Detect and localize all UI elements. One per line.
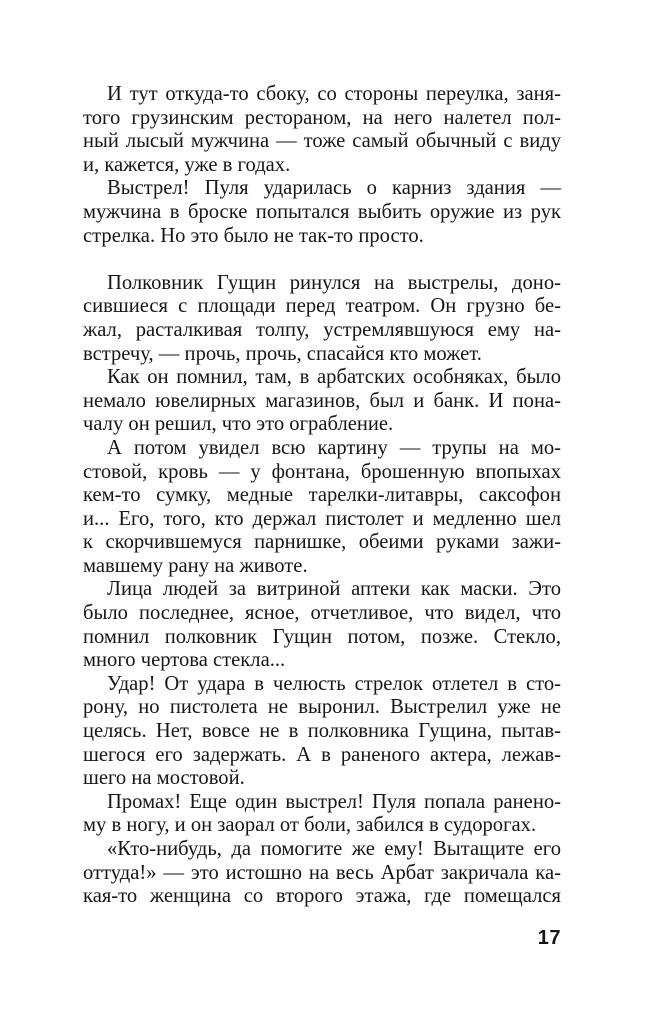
text-line: ный лысый мужчина — тоже самый обычный с виду	[83, 130, 561, 153]
text-line: А потом увидел всю картину — трупы на мо-	[107, 436, 561, 459]
text-section	[83, 83, 561, 248]
text-line: мужчина в броске попытался выбить оружие из рук	[83, 200, 561, 223]
text-line: того грузинским рестораном, на него налетел пол-	[83, 106, 561, 129]
text-line: оттуда!» — это истошно на весь Арбат закричала ка-	[83, 861, 561, 884]
text-line: чалу он решил, что это ограбление.	[83, 413, 394, 436]
text-line: рону, но пистолета не выронил. Выстрелил уже не	[83, 696, 561, 719]
text-line: стовой, кровь — у фонтана, брошенную впопыхах	[83, 460, 561, 483]
text-line: Полковник Гущин ринулся на выстрелы, доно-	[107, 271, 561, 294]
text-line: и, кажется, уже в годах.	[83, 153, 291, 176]
paragraph	[83, 272, 561, 366]
paragraph	[83, 177, 561, 248]
text-line: целясь. Нет, вовсе не в полковника Гущина, пытав-	[83, 720, 561, 743]
text-line: помнил полковник Гущин потом, позже. Стекло,	[83, 625, 561, 648]
paragraph	[83, 791, 561, 838]
text-line: И тут откуда-то сбоку, со стороны переулка, заня-	[107, 83, 561, 105]
text-line: Выстрел! Пуля ударилась о карниз здания —	[107, 177, 561, 200]
text-line: кая-то женщина со второго этажа, где помещался	[83, 885, 561, 908]
text-line: Как он помнил, там, в арбатских особняках, было	[107, 366, 561, 389]
page-body-text	[83, 83, 561, 909]
text-line: много чертова стекла...	[83, 649, 286, 672]
text-line: и... Его, того, кто держал пистолет и медленно шел	[83, 507, 561, 530]
paragraph	[83, 83, 561, 177]
text-line: «Кто-нибудь, да помогите же ему! Вытащите его	[107, 838, 561, 860]
paragraph	[83, 838, 561, 909]
text-line: шего на мостовой.	[83, 767, 245, 790]
text-line: было последнее, ясное, отчетливое, что видел, что	[83, 602, 561, 625]
text-line: жал, расталкивая толпу, устремлявшуюся ему на-	[83, 318, 561, 341]
paragraph	[83, 578, 561, 672]
text-line: му в ногу, и он заорал от боли, забился в судорогах.	[83, 814, 537, 837]
text-line: мавшему рану на животе.	[83, 554, 308, 577]
paragraph	[83, 437, 561, 579]
text-line: Удар! От удара в челюсть стрелок отлетел в сто-	[107, 672, 561, 695]
paragraph	[83, 673, 561, 791]
text-line: Лица людей за витриной аптеки как маски. Это	[107, 578, 561, 601]
text-line: встречу, — прочь, прочь, спасайся кто может.	[83, 342, 482, 365]
text-line: стрелка. Но это было не так-то просто.	[83, 224, 424, 247]
text-line: кем-то сумку, медные тарелки-литавры, саксофон	[83, 484, 561, 507]
text-section	[83, 272, 561, 909]
text-line: шегося его задержать. А в раненого актера, лежав-	[83, 743, 561, 766]
text-line: сившиеся с площади перед театром. Он грузно бе-	[83, 295, 561, 318]
text-line: Промах! Еще один выстрел! Пуля попала ранено-	[107, 790, 561, 813]
page-number: 17	[537, 927, 561, 949]
text-line: немало ювелирных магазинов, был и банк. И пона-	[83, 389, 561, 412]
paragraph	[83, 366, 561, 437]
text-line: к скорчившемуся парнишке, обеими руками зажи-	[83, 531, 561, 554]
